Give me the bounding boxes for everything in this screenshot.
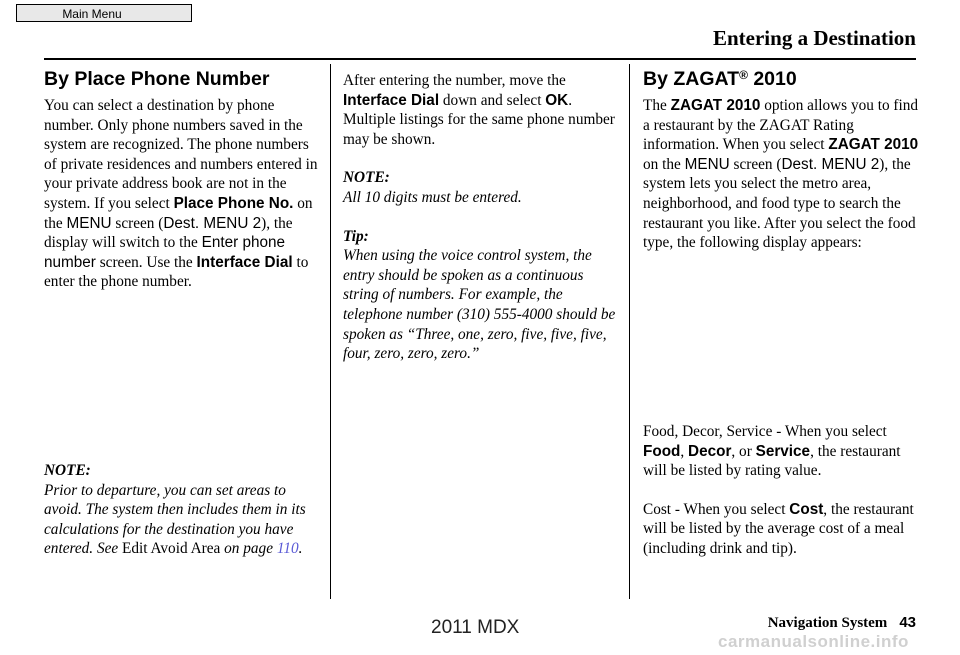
- left-column: [44, 68, 318, 292]
- section-heading-zagat: By ZAGAT® 2010: [643, 68, 797, 90]
- after-number-paragraph: After entering the number, move the Interface Dial down and select OK. Multiple listings for the same phone number may be shown.: [343, 72, 615, 148]
- right-column: [643, 68, 919, 253]
- place-phone-paragraph: You can select a destination by phone number. Only phone numbers saved in the system are recognized. The phone numbers of private residences and numbers entered in your private address book are not in the system. If you select Place Phone No. on the MENU screen (Dest. MENU 2), the display will switch to the Enter phone number screen. Use the Interface Dial to enter the phone number.: [44, 97, 318, 291]
- tip-text: When using the voice control system, the entry should be spoken as a continuous string of numbers. For example, the telephone number (310) 555-4000 should be spoken as “Three, one, zero, five, five, five, four, zero, zero, zero.”: [343, 247, 616, 363]
- zagat-paragraph: The ZAGAT 2010 option allows you to find a restaurant by the ZAGAT Rating information. When you select ZAGAT 2010 on the MENU screen (Dest. MENU 2), the system lets you select the metro area, neighborhood, and food type to search the restaurant you like. After you select the food type, the following display appears:: [643, 97, 919, 252]
- middle-note-label: NOTE:: [343, 169, 390, 187]
- section-heading-place-phone: By Place Phone Number: [44, 68, 270, 90]
- page-footer: Navigation System 43: [767, 614, 916, 631]
- food-decor-service-paragraph: Food, Decor, Service - When you select Food, Decor, or Service, the restaurant will be listed by rating value.: [643, 423, 901, 480]
- cost-paragraph: Cost - When you select Cost, the restaurant will be listed by the average cost of a meal (including drink and tip).: [643, 500, 914, 557]
- left-note: [44, 461, 318, 559]
- model-label: 2011 MDX: [431, 617, 520, 638]
- middle-note-text: All 10 digits must be entered.: [343, 188, 522, 206]
- column-divider-left: [330, 64, 331, 599]
- rating-descriptions: [643, 422, 919, 559]
- main-menu-button[interactable]: Main Menu: [16, 4, 192, 22]
- column-divider-right: [629, 64, 630, 599]
- middle-column: [343, 71, 619, 364]
- page-title: Entering a Destination: [712, 26, 916, 50]
- note-text: Prior to departure, you can set areas to avoid. The system then includes them in its calculations for the destination you have entered. See Edit Avoid Area on page 110.: [44, 481, 306, 558]
- page-link-110[interactable]: 110: [276, 540, 299, 558]
- header-rule: [44, 58, 916, 60]
- place-phone-no-label: Place Phone No.: [173, 194, 294, 212]
- note-label: NOTE:: [44, 462, 91, 479]
- watermark: carmanualsonline.info: [718, 632, 909, 651]
- tip-label: Tip:: [343, 227, 369, 245]
- page-number: 43: [899, 614, 916, 631]
